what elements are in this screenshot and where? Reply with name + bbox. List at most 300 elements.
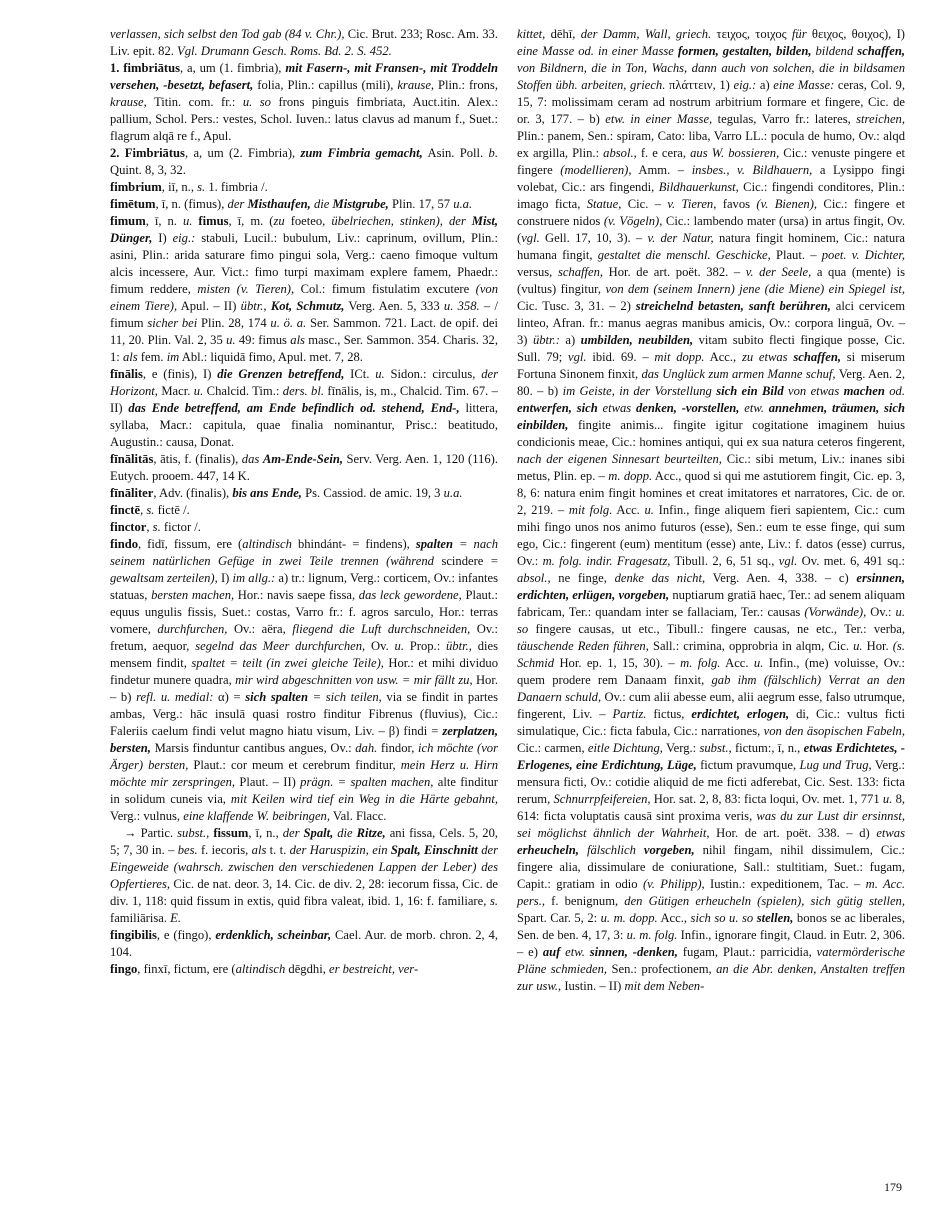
entry-text: stabuli, Lucil.: bubulum, Liv.: caprinum, ovillum, Plin.: asini, Plin.: arida saturare fimo pingui sola, Verg.: caeno fimoque vultum alcis incessere, Aur. Vict.: fimo turpi maximam explere famem, Phaedr.: fimum reddere, — [110, 231, 498, 296]
entry-text: Tibull. 2, 6, 51 sq., — [670, 554, 779, 568]
entry-text: versus, — [517, 265, 558, 279]
entry-text: Iustin.: expeditionem, Tac. – — [704, 877, 866, 891]
entry-text: tegulas, Varro fr.: lateres, — [712, 112, 857, 126]
entry-text: fictē /. — [154, 503, 190, 517]
entry-text: littera, syllaba, Macr.: capitula, quae finalia nominantur, Prisc.: beatitudo, Augustin.: causa, Donat. — [110, 401, 498, 449]
entry-text: Cael. Aur. de morb. chron. 2, 4, 104. — [110, 928, 498, 959]
entry-text: aus W. bossieren, — [690, 146, 780, 160]
entry-text: subst., — [699, 741, 732, 755]
entry-text: u. 358. — [443, 299, 480, 313]
entry-text: u.a. — [453, 197, 473, 211]
entry-text: sich so u. so — [690, 911, 757, 925]
entry-text: mir wird abgeschnitten von usw. = mir fällt zu, — [235, 673, 473, 687]
entry-text: Verg. Aen. 4, 338. – c) — [705, 571, 857, 585]
entry-text: → Partic. — [124, 826, 178, 840]
entry-text: Plaut. – — [770, 248, 822, 262]
entry-text: von den äsopischen Fabeln, — [763, 724, 905, 738]
entry-text: alci cervicem linteo, Afran. fr.: manus aegras manibus amicis, Ov.: corpora linguā, Ov. – 3) — [517, 299, 905, 347]
entry-text: u. so — [242, 95, 271, 109]
entry-text: u. — [182, 214, 193, 228]
entry-text: fictus, — [646, 707, 692, 721]
entry-text: v. Tieren, — [667, 197, 717, 211]
entry-text: Spalt, — [303, 826, 334, 840]
entry-text: u.a. — [443, 486, 463, 500]
entry-text: fimus — [192, 214, 229, 228]
entry-text: Spart. Car. 5, 2: — [517, 911, 601, 925]
entry-text: , finxī, fictum, ere ( — [137, 962, 236, 976]
entry-text: (s. Schmid — [517, 639, 905, 670]
entry-text: übelriechen, stinken), der — [331, 214, 472, 228]
entry-text: Mistgrube, — [332, 197, 389, 211]
entry-text: 8, 614: ficta voluptatis causā sint proxima veris, — [517, 792, 906, 823]
entry-text: Lug und Trug, — [799, 758, 872, 772]
entry-text: entwerfen, sich — [517, 401, 598, 415]
entry-text: dēgdhi, — [285, 962, 329, 976]
entry-text: eine klaffende W. beibringen, — [183, 809, 331, 823]
entry-text: schaffen, — [857, 44, 905, 58]
entry-text: Kot, Schmutz, — [266, 299, 345, 313]
entry-text: altindisch — [242, 537, 292, 551]
entry-text: Mist, Dünger, — [110, 214, 498, 245]
entry-text: spaltet = teilt (in zwei gleiche Teile), — [191, 656, 384, 670]
entry-text: bildend — [811, 44, 858, 58]
entry-text: fimētum — [110, 197, 156, 211]
entry-text: fälschlich — [578, 843, 644, 857]
entry-text: b. — [488, 146, 498, 160]
entry-text: formen, gestalten, bilden, — [677, 44, 812, 58]
entry-text: u. — [375, 367, 385, 381]
entry-text: etw. — [739, 401, 769, 415]
dictionary-entry — [110, 961, 498, 978]
entry-text: – / fimum — [110, 299, 498, 330]
entry-text: fimum — [110, 214, 146, 228]
entry-text: Marsis finduntur cantibus angues, Ov.: — [150, 741, 356, 755]
entry-text: Iustin. – II) — [561, 979, 625, 993]
entry-text: u. m. dopp. — [600, 911, 658, 925]
entry-text: , e (finis), I) — [142, 367, 218, 381]
entry-text: Acc. — [612, 503, 645, 517]
entry-text: ders. bl. — [282, 384, 324, 398]
entry-text: Sen.: profectionem, — [607, 962, 717, 976]
entry-text: bhindánt- = findens), — [291, 537, 416, 551]
entry-text: etw. in einer Masse, — [605, 112, 713, 126]
entry-text: im — [166, 350, 180, 364]
entry-text: alte finditur in solidum cuneis via, — [110, 775, 498, 806]
entry-text: spalten — [415, 537, 453, 551]
entry-text: Cic. de nat. deor. 3, 14. Cic. de div. 2, 28: iecorum fissa, Cic. de div. 1, 118: quid fissum in extis, quid fibra valeat, ibid. 1, 16: f. familiare, — [110, 877, 498, 908]
entry-text: s. — [197, 180, 206, 194]
entry-text: Sall.: crimina, opprobria in alqm, Cic. — [648, 639, 854, 653]
entry-text: m. folg. indir. Fragesatz, — [542, 554, 671, 568]
entry-text: poet. v. Dichter, — [821, 248, 905, 262]
entry-text: finctor — [110, 520, 147, 534]
entry-text: Plin.: frons, — [434, 78, 498, 92]
entry-text: foeteo, — [284, 214, 332, 228]
entry-text: (v. Philipp), — [642, 877, 705, 891]
entry-text: das — [241, 452, 263, 466]
entry-text: sinnen, -denken, — [589, 945, 678, 959]
entry-text: Partiz. — [612, 707, 647, 721]
entry-text: Cic. Brut. 233; Rosc. Am. 33. Liv. epit. 82. — [110, 27, 498, 58]
entry-text: 2. Fimbriātus — [110, 146, 185, 160]
entry-text: übtr., — [240, 299, 267, 313]
entry-text: Infin., ignorare fingit, Claud. in Eutr. 2, 306. – e) — [517, 928, 905, 959]
entry-text: Plaut. – II) — [235, 775, 301, 789]
entry-text: 1. fimbriātus — [110, 61, 180, 75]
entry-text: , — [140, 503, 147, 517]
entry-text: Amm. – — [631, 163, 692, 177]
entry-text: u. — [394, 639, 404, 653]
entry-text: Cic.: venuste pingere et fingere — [517, 146, 905, 177]
entry-text: Verg.: mensura ficti, Ov.: cotidie aliquid de me ficti adferebat, Cic. Sest. 133: ficta rerum, — [517, 758, 905, 806]
left-column — [110, 26, 498, 978]
entry-text: , ī, n. (fimus), — [155, 197, 228, 211]
entry-text: für — [791, 27, 807, 41]
entry-text: (modellieren), — [560, 163, 632, 177]
entry-text: zum Fimbria gemacht, — [300, 146, 423, 160]
dictionary-entry — [110, 366, 498, 451]
entry-text: Val. Flacc. — [330, 809, 387, 823]
entry-text: Plin. 17, 57 — [388, 197, 454, 211]
entry-text: = spalten machen, — [333, 775, 434, 789]
entry-text: s. — [146, 503, 155, 517]
entry-text: machen — [843, 384, 885, 398]
entry-text: , iī, n., — [161, 180, 198, 194]
entry-text: von Bildnern, die in Ton, Wachs, dann auch von solchen, die in bildsamen Stoffen übh. arbeiten, griech. — [517, 61, 905, 92]
entry-text: mit Fasern-, mit Fransen-, mit Troddeln versehen, -besetzt, befasert, — [110, 61, 498, 92]
entry-text: als — [290, 333, 305, 347]
dictionary-entry — [110, 145, 498, 179]
entry-text: den Gütigen erheucheln (spielen), sich gütig stellen, — [624, 894, 905, 908]
entry-text: das Ende betreffend, am Ende befindlich od. stehend, End-, — [128, 401, 460, 415]
entry-text: auf — [542, 945, 561, 959]
entry-text: u. — [193, 384, 204, 398]
entry-text: favos — [716, 197, 757, 211]
entry-text: Schnurrpfeifereien, — [553, 792, 651, 806]
entry-text: fingo — [110, 962, 138, 976]
entry-text: mit dem Neben- — [624, 979, 705, 993]
entry-text: Plin.: panem, Sen.: spiram, Cato: liba, Varro LL.: pocula de humo, Ov.: alqd ex argilla, Plin.: — [517, 129, 905, 160]
entry-text: mein Herz u. Hirn möchte mir zerspringen, — [110, 758, 498, 789]
dictionary-entry — [110, 196, 498, 213]
entry-text: Acc., — [704, 350, 742, 364]
entry-text: Cic.: sibi metum, Liv.: inanes sibi metus, Plin. ep. – — [517, 452, 905, 483]
entry-text: s. — [489, 894, 498, 908]
entry-text: bonos se ac liberales, Sen. de ben. 4, 17, 3: — [517, 911, 905, 942]
entry-text: Plaut.: cor meum et cerebrum finditur, — [188, 758, 401, 772]
entry-text: (Vorwände), — [804, 605, 867, 619]
entry-text: schaffen, — [557, 265, 604, 279]
entry-text: subst., — [177, 826, 210, 840]
entry-text: Acc., quod si qui me astutiorem fingit, Cic. ep. 3, 8, 6: natura enim fingit homines et creat imitatores et narratores, Cic. de or. 2, 219. – — [517, 469, 906, 517]
entry-text: m. Acc. pers., — [517, 877, 905, 908]
entry-text: vorgeben, — [643, 843, 695, 857]
entry-text: ne finge, — [550, 571, 615, 585]
entry-text: als — [251, 843, 267, 857]
entry-text: fingite animis... fingite igitur cogitatione imaginem huius condicionis meae, Cic.: homines antiqui, qui ex sua natura ceteros fingerent, — [517, 418, 905, 449]
entry-text: fissum — [209, 826, 249, 840]
entry-text: krause, — [397, 78, 435, 92]
entry-text: vgl. — [778, 554, 798, 568]
entry-text: , e (fingo), — [156, 928, 216, 942]
entry-text: m. folg. — [680, 656, 721, 670]
entry-text: Verg. Aen. 2, 80. – b) — [517, 367, 905, 398]
entry-text: misten (v. Tieren), — [197, 282, 295, 296]
entry-text: Cic.: fingendi conditores, Plin.: imago ficta, — [517, 180, 905, 211]
entry-text: Ov. — [365, 639, 395, 653]
entry-text: vgl. — [521, 231, 540, 245]
entry-text: gestaltet die menschl. Geschicke, — [597, 248, 771, 262]
entry-text: (v. Vögeln), — [603, 214, 663, 228]
entry-text: u. m. folg. — [626, 928, 678, 942]
entry-text: absol., — [603, 146, 637, 160]
entry-text: u. — [882, 792, 893, 806]
entry-text: Hor. de art. poët. 382. – — [603, 265, 746, 279]
entry-text: segelnd das Meer durchfurchen, — [195, 639, 366, 653]
entry-text: Cic.: carmen, — [517, 741, 588, 755]
entry-text: umbilden, neubilden, — [580, 333, 694, 347]
entry-text: u. — [226, 333, 236, 347]
entry-text: erdenklich, scheinbar, — [215, 928, 332, 942]
entry-text: dies mensem findit, — [110, 639, 498, 670]
entry-text: der Horizont, — [110, 367, 498, 398]
entry-text: Col.: fimum fistulatim excutere — [294, 282, 476, 296]
entry-text: findo — [110, 537, 138, 551]
dictionary-entry — [110, 451, 498, 485]
entry-text: nihil fingam, nihil dissimulem, Cic.: fingere alia, dissimulare de coniuratione, Sall.: stultitiam, Suet.: fugam, Capit.: gratiam in odio — [517, 843, 906, 891]
entry-text: prägn. — [300, 775, 334, 789]
entry-text: Hor. — [862, 639, 893, 653]
entry-text: fingere causas, ut etc., Tibull.: fingere causas, ne etc., Ter.: verba, — [528, 622, 905, 636]
entry-text: I) — [217, 571, 233, 585]
entry-text: die — [333, 826, 357, 840]
entry-text: zerplatzen, bersten, — [110, 724, 498, 755]
entry-text: s. — [152, 520, 161, 534]
entry-text: kittet, — [517, 27, 546, 41]
entry-text: m. dopp. — [608, 469, 653, 483]
entry-text: er bestreicht, ver- — [329, 962, 419, 976]
entry-text: eitle Dichtung, — [587, 741, 663, 755]
entry-text: täuschende Reden führen, — [517, 639, 649, 653]
entry-text: Sidon.: circulus, — [384, 367, 482, 381]
entry-text: die Grenzen betreffend, — [217, 367, 345, 381]
entry-text: fem. — [137, 350, 167, 364]
entry-text: = sich teilen, — [307, 690, 382, 704]
entry-text: eig.: — [733, 78, 757, 92]
entry-text: die — [310, 197, 333, 211]
entry-text: natura fingit hominem, Cic.: natura humana fingit, — [517, 231, 905, 262]
entry-text: t. t. — [266, 843, 290, 857]
entry-text: der — [227, 197, 248, 211]
entry-text: schaffen, — [793, 350, 842, 364]
dictionary-entry — [110, 485, 498, 502]
entry-text: Plaut.: equus ungulis fissis, Suet.: costas, Varro fr.: f. agros sarculo, Hor.: terras vomere, — [110, 588, 498, 636]
entry-text: absol., — [517, 571, 551, 585]
entry-text: eig.: — [172, 231, 196, 245]
entry-text: (v. Bienen), — [756, 197, 818, 211]
entry-text: vgl. — [568, 350, 587, 364]
entry-text: masc., Ser. Sammon. 354. Charis. 32, 1: — [110, 333, 498, 364]
entry-text: via se findit in partes ambas, Verg.: hāc insulā quasi rostro finditur Fibrenus (fluvius), Cic.: Faleriis caelum findi velut magno hiatu visum, Liv. – β) findi = — [110, 690, 498, 738]
entry-text: I) — [152, 231, 173, 245]
entry-text: Acc., — [657, 911, 691, 925]
entry-text: Ov.: aëra, — [227, 622, 293, 636]
entry-text: im allg.: — [232, 571, 276, 585]
entry-text: verlassen, sich selbst den Tod gab (84 v. Chr.), — [110, 27, 345, 41]
entry-text: Acc. — [720, 656, 754, 670]
entry-text: f. e cera, — [636, 146, 691, 160]
entry-text: familiārisa. — [110, 911, 171, 925]
entry-text: Ov.: cum alii abesse eum, alii aegrum esse, falso utrumque, fingerent, Liv. – — [517, 690, 906, 721]
dictionary-entry — [110, 927, 498, 961]
entry-text: Quint. 8, 3, 32. — [110, 163, 186, 177]
entry-text: etw. — [560, 945, 590, 959]
entry-text: bes. — [177, 843, 198, 857]
entry-text: Bildhauerkunst, — [658, 180, 739, 194]
entry-text: sicher bei — [147, 316, 198, 330]
dictionary-entry — [110, 502, 498, 519]
dictionary-entry — [110, 26, 498, 60]
entry-text: Ritze, — [356, 826, 386, 840]
entry-text: etwas — [597, 401, 636, 415]
entry-text: Hor. de art. poët. 338. – d) — [709, 826, 877, 840]
entry-text: , a, um (2. Fimbria), — [184, 146, 301, 160]
entry-text: 49: fimus — [235, 333, 291, 347]
entry-text: Macr. — [157, 384, 194, 398]
entry-text: Misthaufen, — [247, 197, 311, 211]
entry-text: Ps. Cassiod. de amic. 19, 3 — [301, 486, 444, 500]
dictionary-entry — [110, 825, 498, 927]
entry-text: a qua (mente) is (vultus) fingitur, — [517, 265, 905, 296]
entry-text: α) = — [213, 690, 246, 704]
entry-text: folia, Plin.: capillus (mili), — [253, 78, 398, 92]
entry-text: übtr.: — [532, 333, 560, 347]
entry-text: fīnāliter — [110, 486, 154, 500]
entry-text: = nach seinem natürlichen Gefüge in zwei Teile trennen (während — [110, 537, 499, 568]
entry-text: τειχος, τοιχος — [711, 27, 792, 41]
entry-text: erdichtet, erlogen, — [691, 707, 790, 721]
entry-text: Asin. Poll. — [422, 146, 489, 160]
entry-text: , ātis, f. (finalis), — [153, 452, 242, 466]
entry-text: zu — [273, 214, 285, 228]
entry-text: Verg.: vulnus, — [110, 809, 184, 823]
entry-text: Ser. Sammon. 721. Lact. de opif. dei 11, 20. Plin. Val. 2, 35 — [110, 316, 498, 347]
entry-text: der — [282, 826, 304, 840]
entry-text: v. der Seele, — [745, 265, 812, 279]
entry-text: a Lysippo fingi volebat, Cic.: ars fingendi, — [517, 163, 905, 194]
entry-text: Ov.: fretum, aequor, — [110, 622, 499, 653]
entry-text: bis ans Ende, — [232, 486, 302, 500]
entry-text: ani fissa, Cels. 5, 20, 5; 7, 30 in. – — [110, 826, 499, 857]
entry-text: , ī, m. ( — [228, 214, 274, 228]
entry-text: fictor /. — [160, 520, 201, 534]
entry-text: erheucheln, — [517, 843, 579, 857]
entry-text: (von einem Tiere), — [110, 282, 499, 313]
entry-text: Hor. – b) — [110, 673, 498, 704]
entry-text: sich spalten — [245, 690, 308, 704]
entry-text: zu etwas — [741, 350, 794, 364]
entry-text: altindisch — [235, 962, 286, 976]
entry-text: πλάττειν, 1) — [665, 78, 734, 92]
entry-text: als — [122, 350, 138, 364]
entry-text: Infin., finge aliquem fieri sapientem, Cic.: cum mihi fingo unos nos animo futuros (esse), Sen.: eum te esse finge, qui sum ego, Cic.: fingerent (eum) mentitum (esse) ante, Liv.: f. datos (esse) currus, Ov.: — [517, 503, 905, 568]
entry-text: denke das nicht, — [614, 571, 706, 585]
entry-text: von etwas — [783, 384, 844, 398]
entry-text: fīnālis, is, m., Chalcid. Tim. 67. – II) — [110, 384, 498, 415]
entry-text: etwas — [876, 826, 905, 840]
entry-text: nuptiarum gratiā haec, Ter.: ad senem aliquam fabricam, Ter.: quandam inter se fallaciam, Ter.: causas — [517, 588, 905, 619]
entry-text: Ov. met. 6, 491 sq.: — [797, 554, 905, 568]
entry-text: Hor. sat. 2, 8, 83: ficta loqui, Ov. met. 1, 771 — [650, 792, 883, 806]
entry-text: krause, — [110, 95, 147, 109]
entry-text: , — [146, 520, 153, 534]
entry-text: E. — [170, 911, 181, 925]
entry-text: Titin. com. fr.: — [146, 95, 243, 109]
entry-text: a) — [559, 333, 581, 347]
entry-text: gab ihm (fälschlich) Verrat an den Danaern schuld, — [517, 673, 905, 704]
dictionary-entry — [110, 179, 498, 196]
entry-text: annehmen, träumen, sich einbilden, — [517, 401, 906, 432]
entry-text: ceras, Col. 9, 15, 7: molissimam ceram ad nostrum arbitrium formare et fingere, Cic. de or. 3, 177. – b) — [517, 78, 905, 126]
entry-text: fliegend die Luft durchschneiden, — [292, 622, 471, 636]
entry-text: finctē — [110, 503, 141, 517]
entry-text: Vgl. Drumann Gesch. Roms. Bd. 2. S. 452. — [177, 44, 392, 58]
entry-text: Infin., (me) voluisse, Ov.: quem prodere rem Danaam finxit, — [517, 656, 905, 687]
entry-text: frons pinguis fimbriata, Auct.itin. Alex.: pallium, Schol. Pers.: vestes, Schol. Iuven.: latus clavus ad manum f., Suet.: flagrum alqā re f., Apul. — [110, 95, 498, 143]
entry-text: Verg. Aen. 5, 333 — [344, 299, 444, 313]
entry-text: im Geiste, in der Vorstellung — [562, 384, 717, 398]
entry-text: Am-Ende-Sein, — [262, 452, 343, 466]
entry-text: das leck gewordene, — [358, 588, 462, 602]
entry-text: eine Masse: — [773, 78, 835, 92]
entry-text: fugam, Plaut.: parricidia, — [677, 945, 817, 959]
entry-text: od. — [884, 384, 905, 398]
entry-text: a) tr.: lignum, Verg.: corticem, Ov.: infantes statuas, — [110, 571, 499, 602]
right-column — [517, 26, 905, 995]
entry-text: 1. fimbria /. — [205, 180, 268, 194]
dictionary-entry — [110, 536, 498, 825]
entry-text: stellen, — [756, 911, 794, 925]
entry-text: θειχος, θοιχος), I) — [806, 27, 905, 41]
page-number: 179 — [884, 1180, 902, 1194]
entry-text: eine Masse od. in einer Masse — [517, 44, 678, 58]
entry-text: Plin. 28, 174 — [197, 316, 271, 330]
entry-text: fīnālis — [110, 367, 143, 381]
entry-text: an die Abr. denken, Anstalten treffen zur usw., — [517, 962, 905, 993]
entry-text: dah. — [355, 741, 378, 755]
entry-text: Spalt, Einschnitt — [390, 843, 478, 857]
entry-text: vatermörderische Pläne schmieden, — [517, 945, 905, 976]
entry-text: Statue, — [586, 197, 622, 211]
entry-text: mit folg. — [568, 503, 613, 517]
entry-text: u. so — [517, 605, 905, 636]
entry-text: denken, -vorstellen, — [636, 401, 740, 415]
entry-text: u. — [644, 503, 654, 517]
entry-text: bersten machen, — [151, 588, 235, 602]
entry-text: a) — [756, 78, 774, 92]
entry-text: ersinnen, erdichten, erlügen, vorgeben, — [517, 571, 906, 602]
entry-text: ibid. 69. – — [586, 350, 655, 364]
entry-text: dēhī, — [545, 27, 581, 41]
entry-text: von dem (seinem Innern) jene (die Miene) ein Spiegel ist, — [605, 282, 905, 296]
entry-text: , ī, n. — [145, 214, 183, 228]
entry-text: Abl.: liquidā fimo, Apul. met. 7, 28. — [179, 350, 363, 364]
entry-text: findor, — [377, 741, 418, 755]
entry-text: mit Keilen wird tief ein Weg in die Härte gebahnt, — [230, 792, 498, 806]
entry-text: , fidī, fissum, ere ( — [138, 537, 243, 551]
entry-text: u. — [853, 639, 863, 653]
entry-text: scindere = — [433, 554, 498, 568]
